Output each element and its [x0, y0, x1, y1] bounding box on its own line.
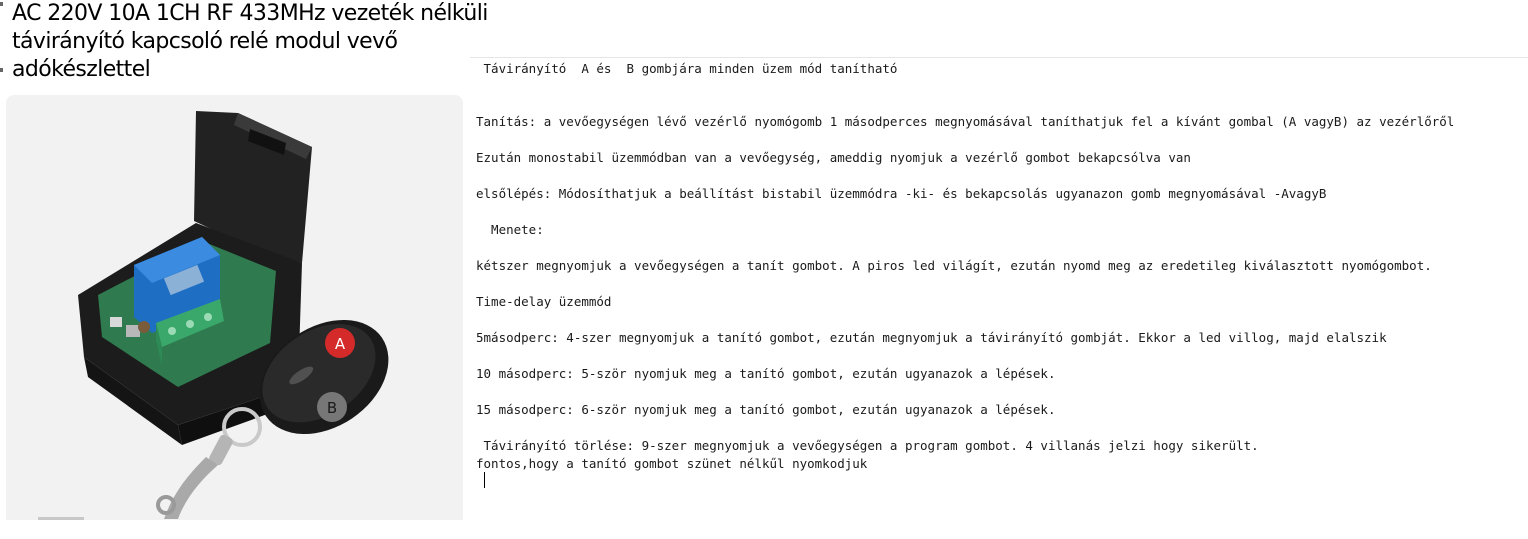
editor-line: Távirányító A és B gombjára minden üzem mód tanítható: [476, 61, 898, 76]
window-edge-mark-top: [0, 2, 3, 6]
terminal-screw-icon: [168, 327, 176, 335]
text-caret: [484, 472, 485, 488]
editor-line: Tanítás: a vevőegységen lévő vezérlő nyomógomb 1 másodperces megnyomásával taníthatjuk fel a kívánt gombal (A vagyB) az vezérlőről: [476, 114, 1455, 129]
capacitor-icon: [138, 321, 150, 333]
relay-module-illustration: [6, 95, 463, 520]
product-image[interactable]: [6, 95, 463, 520]
editor-line: Ezután monostabil üzemmódban van a vevőegység, ameddig nyomjuk a vezérlő gombot bekapcsólva van: [476, 150, 1191, 165]
product-title: AC 220V 10A 1CH RF 433MHz vezeték nélküli távirányító kapcsoló relé modul vevő adókészlettel: [12, 1, 488, 82]
editor-line: 15 másodperc: 6-ször nyomjuk meg a tanító gombot, ezután ugyanazok a lépések.: [476, 402, 1056, 417]
pcb-component: [110, 317, 122, 327]
editor-line: Távirányító törlése: 9-szer megnyomjuk a vevőegységen a program gombot. 4 villanás jelzi hogy sikerült.: [476, 438, 1259, 453]
editor-top-border: [470, 57, 1528, 58]
remote-button-a-label: A: [334, 335, 346, 353]
editor-line: 5másodperc: 4-szer megnyomjuk a tanító gombot, ezután megnyomjuk a távirányító gombját. Ekkor a led villog, majd elalszik: [476, 330, 1387, 345]
editor-line: 10 másodperc: 5-ször nyomjuk meg a tanító gombot, ezután ugyanazok a lépések.: [476, 366, 1056, 381]
editor-line: Time-delay üzemmód: [476, 294, 612, 309]
pcb-component: [126, 325, 140, 337]
editor-line: elsőlépés: Módosíthatjuk a beállítást bistabil üzemmódra -ki- és bekapcsolás ugyanazon gomb megnyomásával -AvagyB: [476, 186, 1327, 201]
editor-line: fontos,hogy a tanító gombot szünet nélkűl nyomkodjuk: [476, 456, 868, 471]
text-editor[interactable]: [476, 60, 1526, 471]
image-scroll-indicator: [38, 517, 84, 520]
editor-line: Menete:: [476, 222, 544, 237]
window-edge-mark-bottom: [0, 68, 3, 72]
terminal-screw-icon: [204, 313, 212, 321]
remote-button-b-label: B: [326, 399, 338, 417]
editor-line: kétszer megnyomjuk a vevőegységen a tanít gombot. A piros led világít, ezután nyomd meg az eredetileg kiválasztott nyomógombot.: [476, 258, 1432, 273]
terminal-screw-icon: [186, 320, 194, 328]
